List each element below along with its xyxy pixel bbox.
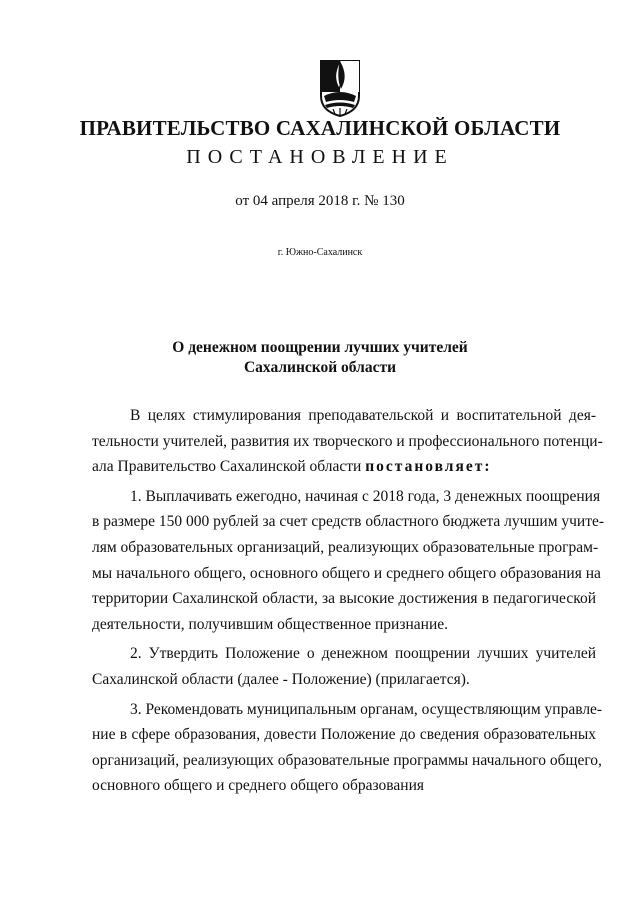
body-line: ние в сфере образования, довести Положение до сведения образовательных xyxy=(92,726,596,744)
body-line: 2. Утвердить Положение о денежном поощрении лучших учителей xyxy=(130,645,596,663)
body-line: В целях стимулирования преподавательской и воспитательной дея- xyxy=(130,407,596,424)
body-line: лям образовательных организаций, реализующих образовательные програм- xyxy=(92,538,599,556)
subject-line: О денежном поощрении лучших учителей xyxy=(172,339,468,356)
body-line: деятельности, получившим общественное признание. xyxy=(92,615,448,633)
document-subject xyxy=(0,338,640,378)
sakhalin-coat-of-arms-icon xyxy=(318,58,362,118)
preamble-paragraph xyxy=(92,403,603,480)
government-title: ПРАВИТЕЛЬСТВО САХАЛИНСКОЙ ОБЛАСТИ xyxy=(79,116,561,140)
document-type: ПОСТАНОВЛЕНИЕ xyxy=(186,146,454,168)
body-line: 1. Выплачивать ежегодно, начиная с 2018 года, 3 денежных поощрения xyxy=(130,487,601,505)
resolution-keyword: постановляет: xyxy=(365,458,492,476)
body-line xyxy=(92,454,596,480)
subject-line: Сахалинской области xyxy=(243,359,397,376)
preamble-text: ала Правительство Сахалинской области xyxy=(92,458,366,476)
document-body xyxy=(92,403,605,799)
document-place: г. Южно-Сахалинск xyxy=(277,247,363,258)
item-1-paragraph xyxy=(92,484,605,638)
item-3-paragraph xyxy=(92,697,603,799)
body-line: в размере 150 000 рублей за счет средств областного бюджета лучшим учите- xyxy=(92,513,605,531)
body-line: 3. Рекомендовать муниципальным органам, осуществляющим управле- xyxy=(130,700,603,718)
body-line: территории Сахалинской области, за высокие достижения в педагогической xyxy=(92,590,596,608)
body-line: Сахалинской области (далее - Положение) (прилагается). xyxy=(92,670,470,688)
item-2-paragraph xyxy=(92,641,596,692)
document-date-number: от 04 апреля 2018 г. № 130 xyxy=(235,193,405,209)
body-line: мы начального общего, основного общего и среднего общего образования на xyxy=(92,564,601,582)
body-line: основного общего и среднего общего образования xyxy=(92,777,425,795)
body-line: тельности учителей, развития их творческого и профессионального потенци- xyxy=(92,432,603,450)
body-line: организаций, реализующих образовательные программы начального общего, xyxy=(92,751,602,769)
